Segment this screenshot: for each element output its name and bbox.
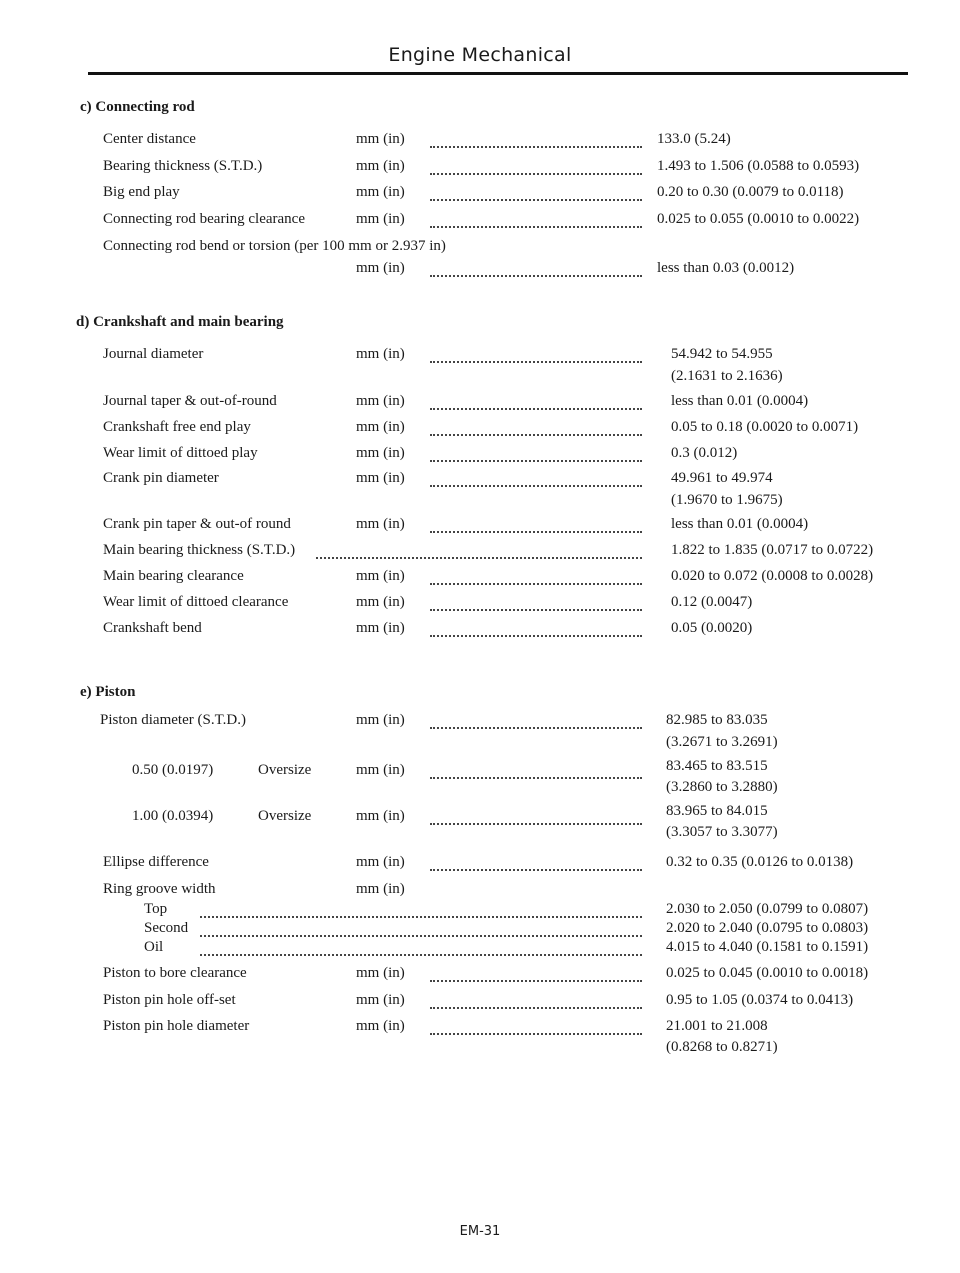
unit-label: mm (in) <box>356 158 405 174</box>
section-title-piston: e) Piston <box>80 684 136 700</box>
unit-label: mm (in) <box>356 393 405 409</box>
spec-label: Top <box>144 901 168 917</box>
unit-label: mm (in) <box>356 965 405 981</box>
spec-value: 0.32 to 0.35 (0.0126 to 0.0138) <box>666 854 854 870</box>
leader-dots <box>430 593 642 611</box>
unit-label: mm (in) <box>356 620 405 636</box>
spec-label: Wear limit of dittoed play <box>103 445 258 461</box>
spec-label: Bearing thickness (S.T.D.) <box>103 158 263 174</box>
leader-dots <box>430 345 642 363</box>
spec-value-inch: (3.2671 to 3.2691) <box>666 734 778 750</box>
page-title: Engine Mechanical <box>388 44 572 66</box>
spec-value: 0.20 to 0.30 (0.0079 to 0.0118) <box>657 184 844 200</box>
spec-value: 1.493 to 1.506 (0.0588 to 0.0593) <box>657 158 860 174</box>
spec-value: less than 0.01 (0.0004) <box>671 516 809 532</box>
spec-label: Journal diameter <box>103 346 204 362</box>
page-number: EM-31 <box>459 1224 501 1239</box>
spec-value: 0.95 to 1.05 (0.0374 to 0.0413) <box>666 992 854 1008</box>
spec-value: 83.465 to 83.515 <box>666 758 768 774</box>
leader-dots <box>200 900 642 918</box>
unit-label: mm (in) <box>356 445 405 461</box>
header-rule <box>88 72 908 75</box>
spec-label: Main bearing thickness (S.T.D.) <box>103 542 296 558</box>
spec-label: Crankshaft bend <box>103 620 202 636</box>
leader-dots <box>430 392 642 410</box>
spec-label: Connecting rod bearing clearance <box>103 211 305 227</box>
leader-dots <box>430 964 642 982</box>
spec-value: 0.025 to 0.055 (0.0010 to 0.0022) <box>657 211 860 227</box>
spec-value: less than 0.01 (0.0004) <box>671 393 809 409</box>
spec-label: Piston pin hole diameter <box>103 1018 250 1034</box>
unit-label: mm (in) <box>356 346 405 362</box>
unit-label: mm (in) <box>356 854 405 870</box>
spec-value: 0.05 to 0.18 (0.0020 to 0.0071) <box>671 419 859 435</box>
spec-value-inch: (1.9670 to 1.9675) <box>671 492 783 508</box>
spec-value: 83.965 to 84.015 <box>666 803 768 819</box>
leader-dots <box>430 807 642 825</box>
spec-label: Oil <box>144 939 164 955</box>
spec-label: Piston diameter (S.T.D.) <box>100 712 246 728</box>
leader-dots <box>200 919 642 937</box>
spec-value: 2.020 to 2.040 (0.0795 to 0.0803) <box>666 920 869 936</box>
spec-label: Ellipse difference <box>103 854 209 870</box>
leader-dots <box>430 259 642 277</box>
oversize-label: Oversize <box>258 762 312 778</box>
unit-label: mm (in) <box>356 1018 405 1034</box>
spec-value-inch: (0.8268 to 0.8271) <box>666 1039 778 1055</box>
unit-label: mm (in) <box>356 516 405 532</box>
unit-label: mm (in) <box>356 712 405 728</box>
spec-value-inch: (2.1631 to 2.1636) <box>671 368 783 384</box>
unit-label: mm (in) <box>356 419 405 435</box>
spec-label: Piston to bore clearance <box>103 965 247 981</box>
spec-value: 0.05 (0.0020) <box>671 620 753 636</box>
leader-dots <box>430 853 642 871</box>
oversize-label: Oversize <box>258 808 312 824</box>
spec-value: less than 0.03 (0.0012) <box>657 260 795 276</box>
unit-label: mm (in) <box>356 260 405 276</box>
spec-label: 0.50 (0.0197) <box>132 762 214 778</box>
spec-value: 0.020 to 0.072 (0.0008 to 0.0028) <box>671 568 874 584</box>
unit-label: mm (in) <box>356 470 405 486</box>
spec-label: Connecting rod bend or torsion (per 100 mm or 2.937 in) <box>103 238 446 254</box>
leader-dots <box>430 157 642 175</box>
leader-dots <box>430 210 642 228</box>
unit-label: mm (in) <box>356 184 405 200</box>
leader-dots <box>430 619 642 637</box>
unit-label: mm (in) <box>356 881 405 897</box>
leader-dots <box>316 541 642 559</box>
spec-value-inch: (3.3057 to 3.3077) <box>666 824 778 840</box>
spec-value: 0.12 (0.0047) <box>671 594 753 610</box>
leader-dots <box>430 515 642 533</box>
spec-value: 2.030 to 2.050 (0.0799 to 0.0807) <box>666 901 869 917</box>
spec-label: Piston pin hole off-set <box>103 992 236 1008</box>
leader-dots <box>430 761 642 779</box>
spec-value: 4.015 to 4.040 (0.1581 to 0.1591) <box>666 939 869 955</box>
unit-label: mm (in) <box>356 594 405 610</box>
unit-label: mm (in) <box>356 762 405 778</box>
unit-label: mm (in) <box>356 211 405 227</box>
unit-label: mm (in) <box>356 808 405 824</box>
leader-dots <box>430 711 642 729</box>
spec-value: 54.942 to 54.955 <box>671 346 773 362</box>
leader-dots <box>430 469 642 487</box>
unit-label: mm (in) <box>356 992 405 1008</box>
spec-label: Crank pin taper & out-of round <box>103 516 291 532</box>
spec-value: 0.025 to 0.045 (0.0010 to 0.0018) <box>666 965 869 981</box>
leader-dots <box>430 991 642 1009</box>
leader-dots <box>430 418 642 436</box>
unit-label: mm (in) <box>356 568 405 584</box>
spec-label: Journal taper & out-of-round <box>103 393 277 409</box>
spec-label: Crankshaft free end play <box>103 419 251 435</box>
spec-label: 1.00 (0.0394) <box>132 808 214 824</box>
leader-dots <box>430 183 642 201</box>
leader-dots <box>200 938 642 956</box>
spec-label: Big end play <box>103 184 180 200</box>
leader-dots <box>430 130 642 148</box>
spec-label: Second <box>144 920 189 936</box>
spec-value: 21.001 to 21.008 <box>666 1018 768 1034</box>
section-title-connecting-rod: c) Connecting rod <box>80 99 195 115</box>
spec-value-inch: (3.2860 to 3.2880) <box>666 779 778 795</box>
spec-label: Wear limit of dittoed clearance <box>103 594 289 610</box>
leader-dots <box>430 1017 642 1035</box>
spec-label: Crank pin diameter <box>103 470 219 486</box>
unit-label: mm (in) <box>356 131 405 147</box>
spec-value: 1.822 to 1.835 (0.0717 to 0.0722) <box>671 542 874 558</box>
spec-value: 0.3 (0.012) <box>671 445 738 461</box>
spec-label: Main bearing clearance <box>103 568 244 584</box>
spec-value: 82.985 to 83.035 <box>666 712 768 728</box>
leader-dots <box>430 444 642 462</box>
spec-label: Ring groove width <box>103 881 216 897</box>
spec-label: Center distance <box>103 131 196 147</box>
spec-value: 49.961 to 49.974 <box>671 470 773 486</box>
spec-value: 133.0 (5.24) <box>657 131 731 147</box>
section-title-crankshaft: d) Crankshaft and main bearing <box>76 314 284 330</box>
leader-dots <box>430 567 642 585</box>
